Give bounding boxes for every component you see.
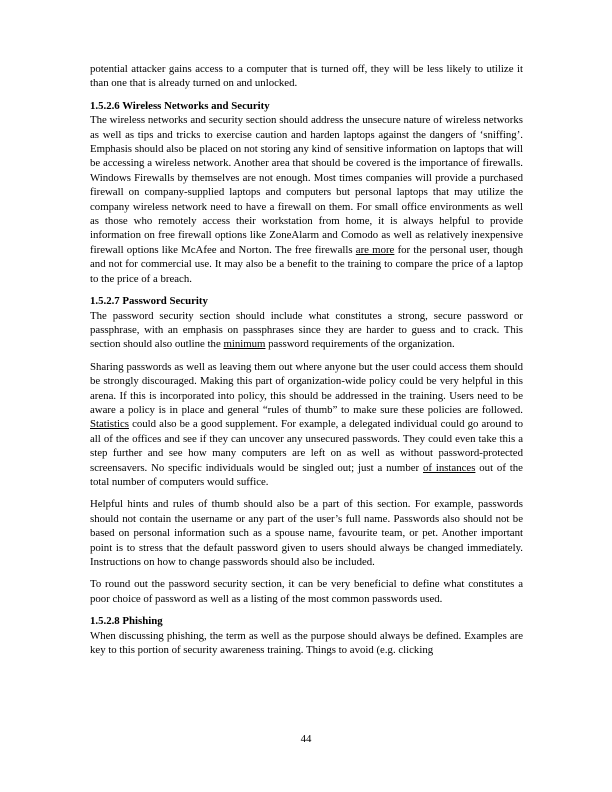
- document-content: [90, 62, 523, 657]
- text-segment: could also be a good supplement. For example, a delegated individual could go around to all of the offices and see if they can uncover any unsecured passwords. They could even take this a step further and see how many computers are left on as well as without password-protected screensavers. No specific individuals would be singled out; just a number: [90, 418, 523, 474]
- paragraph: [90, 113, 523, 286]
- text-segment: Sharing passwords as well as leaving them out where anyone but the user could access them should be strongly discouraged. Making this part of organization-wide policy could be very helpful in this arena. If this is incorporated into policy, this should be addressed in the training. Users need to be aware a policy is in place and general “rules of thumb” to make sure these policies are followed.: [90, 360, 523, 416]
- text-segment: password requirements of the organization.: [265, 338, 455, 351]
- section-heading: [90, 614, 523, 628]
- paragraph: [90, 497, 523, 569]
- page-number: 44: [300, 733, 312, 745]
- text-segment: 1.5.2.8 Phishing: [90, 615, 163, 628]
- section-heading: [90, 294, 523, 308]
- underlined-text-segment: Statistics: [90, 418, 129, 431]
- paragraph: [90, 309, 523, 352]
- paragraph: [90, 577, 523, 606]
- section-heading: [90, 99, 523, 113]
- paragraph: [90, 62, 523, 91]
- text-segment: Helpful hints and rules of thumb should also be a part of this section. For example, passwords should not contain the username or any part of the user’s full name. Passwords also should not be based on personal information such as a spouse name, favourite team, or pet. Another important point is to stress that the default password given to users should always be changed immediately. Instructions on how to change passwords should also be included.: [90, 498, 523, 568]
- text-segment: 1.5.2.7 Password Security: [90, 295, 208, 308]
- underlined-text-segment: are more: [355, 243, 395, 256]
- paragraph: [90, 360, 523, 490]
- text-segment: The password security section should include what constitutes a strong, secure password or passphrase, with an emphasis on passphrases since they are harder to guess and to crack. This section should also outline the: [90, 309, 523, 351]
- text-segment: To round out the password security section, it can be very beneficial to define what constitutes a poor choice of password as well as a listing of the most common passwords used.: [90, 578, 523, 605]
- text-segment: potential attacker gains access to a computer that is turned off, they will be less likely to utilize it than one that is already turned on and unlocked.: [90, 63, 523, 90]
- underlined-text-segment: of instances: [422, 461, 476, 474]
- text-segment: When discussing phishing, the term as well as the purpose should always be defined. Examples are key to this portion of security awareness training. Things to avoid (e.g. clicking: [90, 629, 523, 657]
- text-segment: The wireless networks and security section should address the unsecure nature of wireless networks as well as tips and tricks to exercise caution and harden laptops against the dangers of ‘sniffing’. Emphasis should also be placed on not storing any kind of sensitive information on laptops that will be accessing a wireless network. Another area that should be covered is the importance of firewalls. Windows Firewalls by themselves are not enough. Most times companies will provide a purchased firewall on company-supplied laptops and computers but personal laptops that may utilize the company wireless network need to have a firewall on them. For small office environments as well as those who remotely access their workstation from home, it is always helpful to provide information on free firewall options like ZoneAlarm and Comodo as well as relatively inexpensive firewall options like McAfee and Norton. The free firewalls: [90, 114, 523, 256]
- text-segment: for the personal user, though and not for commercial use. It may also be a benefit to the training to compare the price of a laptop to the price of a breach.: [90, 243, 523, 285]
- paragraph: [90, 629, 523, 658]
- underlined-text-segment: minimum: [223, 338, 266, 351]
- text-segment: out of the total number of computers would suffice.: [90, 461, 523, 488]
- text-segment: 1.5.2.6 Wireless Networks and Security: [90, 99, 270, 112]
